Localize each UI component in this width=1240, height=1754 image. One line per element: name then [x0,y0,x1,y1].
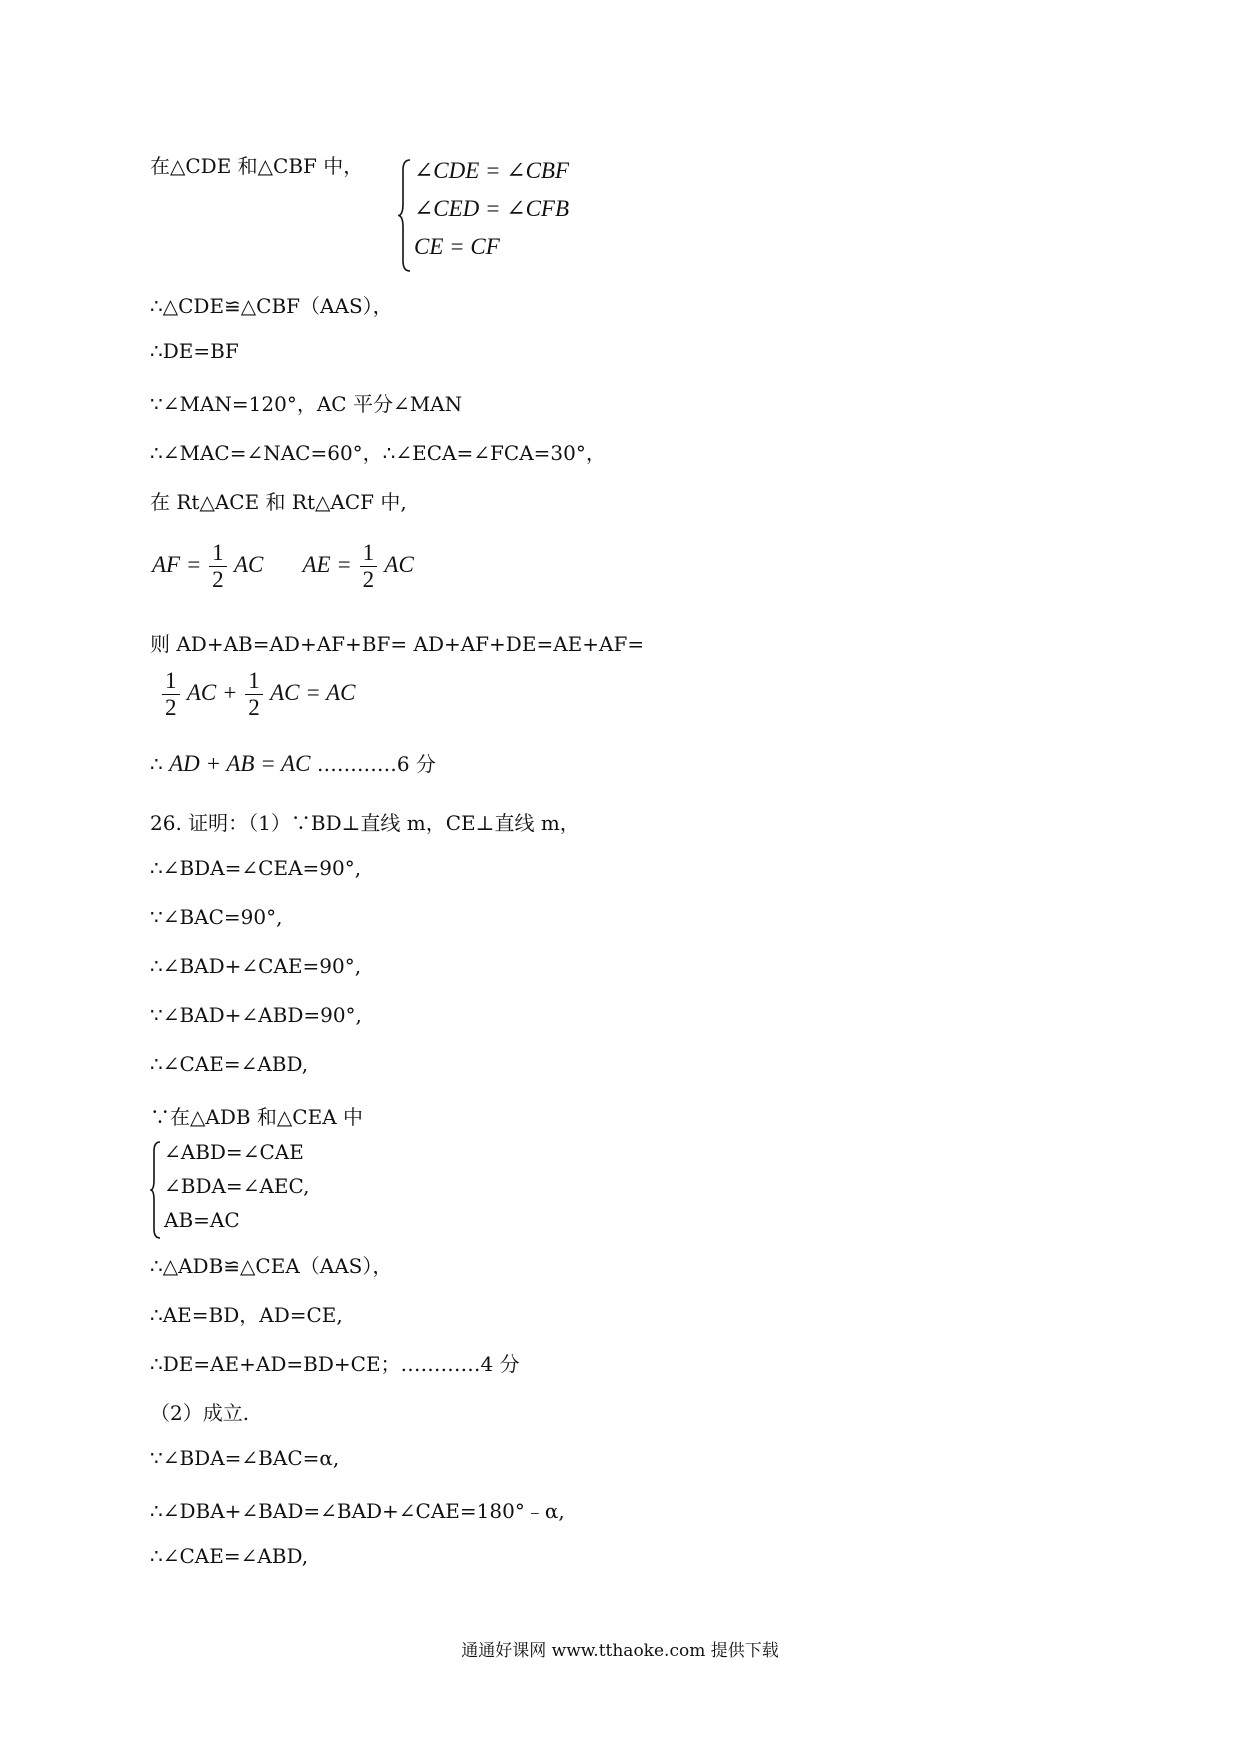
text-line-3: ∴DE=BF [150,339,239,363]
fraction-denominator: 2 [362,567,375,592]
text-line-12: ∴∠BAD+∠CAE=90°, [150,954,362,978]
text-line-19: （2）成立. [150,1401,250,1425]
text-line-17: ∴AE=BD，AD=CE, [150,1303,343,1327]
text-line-13: ∵∠BAD+∠ABD=90°, [150,1003,362,1027]
fraction-numerator: 1 [162,668,180,695]
eq-sum-mid: AC + [186,679,238,705]
fraction-numerator: 1 [209,540,227,567]
fraction-half [209,540,227,593]
text-line-9: 26. 证明：（1）∵BD⊥直线 m，CE⊥直线 m， [150,811,580,835]
fraction-numerator: 1 [360,540,378,567]
equation-sum [160,668,356,721]
left-brace-icon [150,1140,162,1240]
equation-system-1 [398,158,598,273]
page-footer: 通通好课网 www.tthaoke.com 提供下载 [461,1641,779,1661]
fraction-denominator: 2 [165,695,177,720]
text-line-20: ∵∠BDA=∠BAC=α, [150,1446,340,1470]
text-line-22: ∴∠CAE=∠ABD, [150,1544,309,1568]
eq-ae-lhs: AE = [302,551,352,577]
equation-system-2 [150,1140,350,1240]
left-brace-icon [398,158,412,273]
fraction-denominator: 2 [248,695,260,720]
eq-sum-end: AC = AC [270,679,356,705]
system-row-1: ∠CDE = ∠CBF [414,158,570,183]
text-line-16: ∴△ADB≌△CEA（AAS）， [150,1254,393,1278]
system2-row-2: ∠BDA=∠AEC, [164,1174,310,1198]
system-row-2: ∠CED = ∠CFB [414,196,570,221]
eq-af-lhs: AF = [152,551,202,577]
fraction-half [162,668,180,721]
eq-af-rhs: AC [233,551,264,577]
system2-row-1: ∠ABD=∠CAE [164,1140,304,1164]
eq-ae-rhs: AC [384,551,414,577]
text-line-18: ∴DE=AE+AD=BD+CE；…………4 分 [150,1352,520,1376]
text-line-5: ∴∠MAC=∠NAC=60°，∴∠ECA=∠FCA=30°， [150,441,606,465]
fraction-half [245,668,263,721]
text-line-1: 在△CDE 和△CBF 中， [150,154,364,178]
equation-af-ae [152,540,414,593]
text-line-21: ∴∠DBA+∠BAD=∠BAD+∠CAE=180°﹣α, [150,1499,565,1523]
therefore-symbol: ∴ [150,752,163,776]
conclusion-equation: AD + AB = AC [169,751,311,776]
text-line-7: 则 AD+AB=AD+AF+BF= AD+AF+DE=AE+AF= [150,632,645,656]
text-line-8 [150,748,436,777]
score-note: …………6 分 [316,752,436,776]
system2-row-3: AB=AC [164,1208,240,1232]
text-line-11: ∵∠BAC=90°, [150,905,283,929]
text-line-14: ∴∠CAE=∠ABD, [150,1052,309,1076]
text-line-10: ∴∠BDA=∠CEA=90°, [150,856,362,880]
fraction-numerator: 1 [245,668,263,695]
text-line-2: ∴△CDE≌△CBF（AAS）， [150,294,393,318]
fraction-half [360,540,378,593]
text-line-4: ∵∠MAN=120°，AC 平分∠MAN [150,392,463,416]
text-line-15: ∵在△ADB 和△CEA 中 [150,1105,363,1129]
system-row-3: CE = CF [414,234,500,259]
text-line-6: 在 Rt△ACE 和 Rt△ACF 中, [150,490,407,514]
fraction-denominator: 2 [212,567,224,592]
